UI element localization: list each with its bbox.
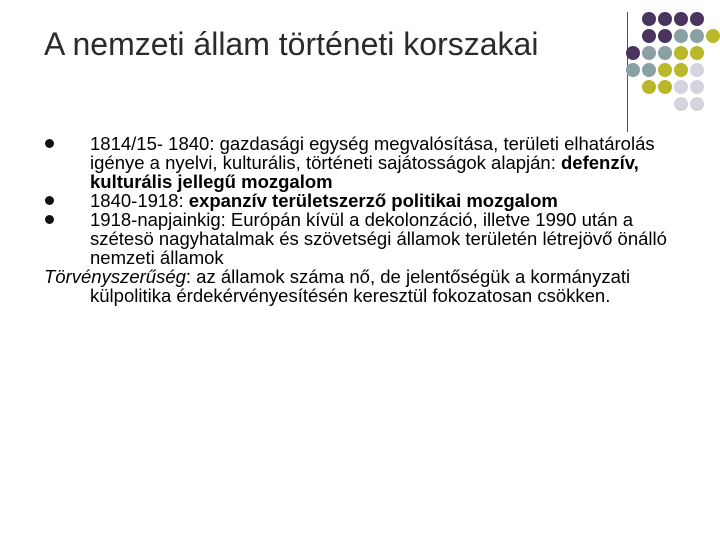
bullet-icon xyxy=(45,215,54,224)
bullet-text: 1814/15- 1840: gazdasági egység megvalósítása, területi elhatárolás igénye a nyelvi, kulturális, történeti sajátosságok alapján: xyxy=(90,133,655,173)
decorative-dot xyxy=(626,46,640,60)
decorative-dot xyxy=(690,97,704,111)
decorative-dot xyxy=(674,97,688,111)
decorative-dot xyxy=(674,80,688,94)
decorative-dot xyxy=(674,12,688,26)
slide-body xyxy=(44,134,684,305)
bullet-item-1 xyxy=(44,134,684,191)
bullet-emphasis: expanzív területszerző politikai mozgalom xyxy=(188,190,558,211)
decorative-dot xyxy=(674,29,688,43)
decorative-dot xyxy=(642,12,656,26)
bullet-text: 1840-1918: xyxy=(90,190,189,211)
decorative-dot xyxy=(690,63,704,77)
conclusion-text: : az államok száma nő, de jelentőségük a kormányzati külpolitika érdekérvényesítésén keresztül fokozatosan csökken. xyxy=(90,266,631,306)
bullet-emphasis: defenzív, kulturális jellegű mozgalom xyxy=(90,152,639,192)
decorative-dot xyxy=(690,46,704,60)
decorative-dot xyxy=(658,46,672,60)
divider-line xyxy=(627,12,628,132)
decorative-dot xyxy=(674,63,688,77)
decorative-dot xyxy=(706,29,720,43)
decorative-dot xyxy=(658,63,672,77)
bullet-item-2 xyxy=(44,191,684,210)
slide-title: A nemzeti állam történeti korszakai xyxy=(44,26,539,62)
bullet-text: 1918-napjainkig: Európán kívül a dekolonzáció, illetve 1990 után a szétesö nagyhatalmak és szövetségi államok területén létrejövő önálló nemzeti államok xyxy=(90,209,667,268)
decorative-dot xyxy=(674,46,688,60)
decorative-dot xyxy=(690,12,704,26)
decorative-dot xyxy=(642,80,656,94)
decorative-dot xyxy=(658,29,672,43)
decorative-dot-grid xyxy=(0,0,720,140)
decorative-dot xyxy=(626,63,640,77)
decorative-dot xyxy=(642,29,656,43)
decorative-dot xyxy=(658,12,672,26)
decorative-dot xyxy=(642,46,656,60)
decorative-dot xyxy=(658,80,672,94)
bullet-icon xyxy=(45,139,54,148)
bullet-item-3 xyxy=(44,210,684,267)
decorative-dot xyxy=(642,63,656,77)
conclusion-paragraph xyxy=(44,267,684,305)
decorative-dot xyxy=(690,29,704,43)
bullet-icon xyxy=(45,196,54,205)
conclusion-term: Törvényszerűség xyxy=(44,266,186,287)
decorative-dot xyxy=(690,80,704,94)
